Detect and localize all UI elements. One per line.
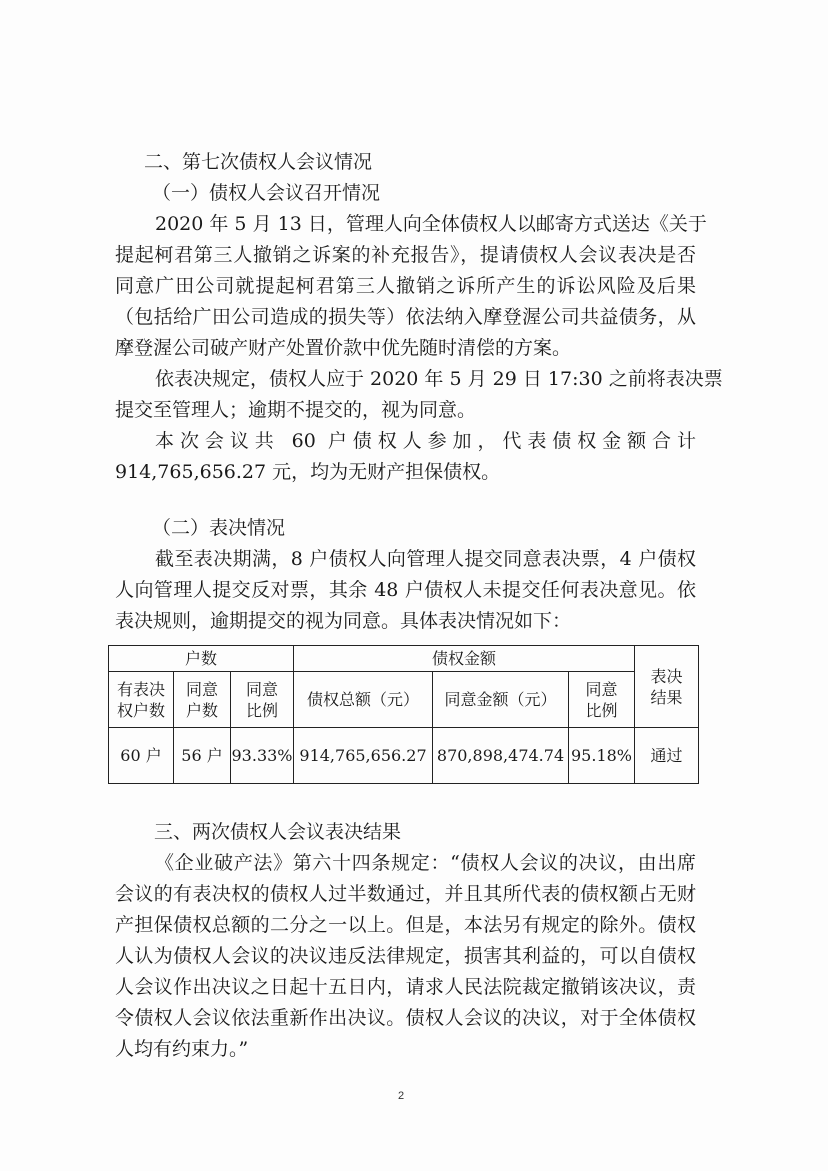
- paragraph-line: 摩登渥公司破产财产处置价款中优先随时清偿的方案。: [115, 337, 572, 359]
- paragraph-line: 人向管理人提交反对票，其余 48 户债权人未提交任何表决意见。依: [115, 579, 696, 601]
- cell-voting: 60 户: [109, 728, 174, 784]
- paragraph-line: 产担保债权总额的二分之一以上。但是，本法另有规定的除外。债权: [115, 914, 696, 936]
- paragraph-line: 同意广田公司就提起柯君第三人撤销之诉所产生的诉讼风险及后果: [115, 275, 696, 297]
- section-heading-2: 二、第七次债权人会议情况: [144, 151, 373, 173]
- paragraph-line: 人会议作出决议之日起十五日内，请求人民法院裁定撤销该决议，责: [115, 976, 696, 998]
- cell-ratio1: 93.33%: [231, 728, 294, 784]
- header-line: 比例: [246, 700, 279, 720]
- page-number: 2: [398, 1090, 405, 1102]
- paragraph-line: 2020 年 5 月 13 日，管理人向全体债权人以邮寄方式送达《关于: [155, 213, 707, 235]
- table-header-ratio1: [231, 672, 294, 728]
- header-line: 比例: [585, 700, 618, 720]
- cell-total: 914,765,656.27: [294, 728, 433, 784]
- subsection-heading-1: （一）债权人会议召开情况: [152, 182, 381, 204]
- paragraph-line: 《企业破产法》第六十四条规定：“债权人会议的决议，由出席: [155, 852, 696, 874]
- paragraph-line: 截至表决期满，8 户债权人向管理人提交同意表决票，4 户债权: [155, 548, 696, 570]
- cell-agree: 56 户: [174, 728, 231, 784]
- paragraph-line: 本次会议共 60 户债权人参加，代表债权金额合计: [155, 430, 696, 452]
- section-heading-3: 三、两次债权人会议表决结果: [154, 821, 402, 843]
- paragraph-line: 提起柯君第三人撤销之诉案的补充报告》，提请债权人会议表决是否: [115, 244, 696, 266]
- header-line: 同意: [585, 679, 618, 699]
- paragraph-line: 会议的有表决权的债权人过半数通过，并且其所代表的债权额占无财: [115, 883, 696, 905]
- header-line: 户数: [185, 700, 218, 720]
- cell-result: 通过: [635, 728, 699, 784]
- paragraph-line: 914,765,656.27 元，均为无财产担保债权。: [115, 461, 501, 483]
- table-group-amount: 债权金额: [294, 646, 635, 672]
- table-header-agree: [174, 672, 231, 728]
- header-line: 结果: [650, 687, 683, 707]
- paragraph-line: 人均有约束力。”: [115, 1038, 249, 1060]
- header-line: 有表决: [116, 679, 165, 699]
- paragraph-line: 人认为债权人会议的决议违反法律规定，损害其利益的，可以自债权: [115, 945, 696, 967]
- paragraph-line: 令债权人会议依法重新作出决议。债权人会议的决议，对于全体债权: [115, 1007, 696, 1029]
- paragraph-line: 表决规则，逾期提交的视为同意。具体表决情况如下：: [115, 610, 572, 632]
- subsection-heading-2: （二）表决情况: [152, 517, 286, 539]
- header-line: 同意: [185, 679, 218, 699]
- cell-ratio2: 95.18%: [569, 728, 635, 784]
- table-header-ratio2: [569, 672, 635, 728]
- table-group-households: 户数: [109, 646, 294, 672]
- paragraph-line: 提交至管理人；逾期不提交的，视为同意。: [115, 399, 477, 421]
- paragraph-line: （包括给广田公司造成的损失等）依法纳入摩登渥公司共益债务，从: [115, 306, 696, 328]
- paragraph-line: 依表决规定，债权人应于 2020 年 5 月 29 日 17:30 之前将表决票: [155, 368, 723, 390]
- cell-agree-amount: 870,898,474.74: [433, 728, 569, 784]
- header-line: 表决: [650, 666, 683, 686]
- table-header-result: [635, 646, 699, 728]
- voting-results-table: [108, 645, 699, 784]
- table-header-voting: [109, 672, 174, 728]
- table-header-total: 债权总额（元）: [294, 672, 433, 728]
- table-row: [109, 728, 699, 784]
- table-header-agree-amount: 同意金额（元）: [433, 672, 569, 728]
- header-line: 同意: [246, 679, 279, 699]
- header-line: 权户数: [116, 700, 165, 720]
